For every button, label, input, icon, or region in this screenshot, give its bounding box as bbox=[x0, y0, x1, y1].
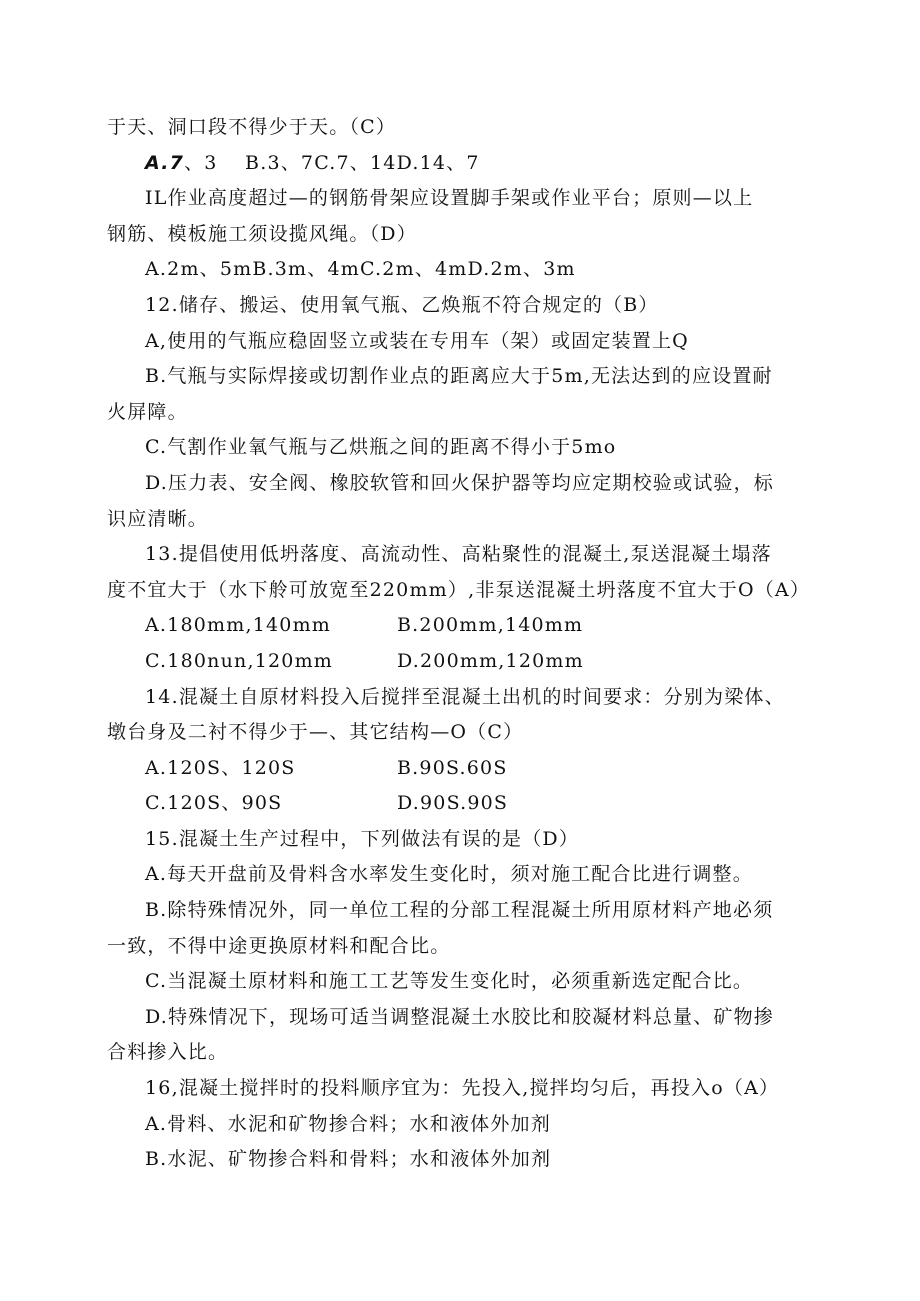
q16-option-a: A.骨料、水泥和矿物掺合料；水和液体外加剂 bbox=[145, 1112, 551, 1135]
q15-option-c: C.当混凝土原材料和施工工艺等发生变化时，必须重新选定配合比。 bbox=[145, 970, 754, 993]
question-11-text-cont: 钢筋、模板施工须设揽风绳。（D） bbox=[107, 222, 417, 245]
question-13-text-cont: 度不宜大于（水下舲可放宽至220mm）,非泵送混凝土坍落度不宜大于O（A） bbox=[107, 578, 811, 601]
q15-option-d-cont: 合料掺入比。 bbox=[107, 1041, 229, 1064]
question-14-text-cont: 墩台身及二衬不得少于—、其它结构—O（C） bbox=[107, 721, 524, 744]
q10-options-line bbox=[107, 146, 824, 182]
q14-option-b: B.90S.60S bbox=[397, 756, 508, 779]
q12-option-c: C.气割作业氧气瓶与乙烘瓶之间的距离不得小于5mo bbox=[145, 436, 617, 459]
q13-option-c: C.180nun,120mm bbox=[145, 649, 334, 672]
q13-options-row-2 bbox=[107, 644, 824, 680]
text-line: 于天、洞口段不得少于天。（C） bbox=[107, 116, 397, 138]
q12-option-d-cont: 识应清晰。 bbox=[107, 507, 209, 530]
question-13-text: 13.提倡使用低坍落度、高流动性、高粘聚性的混凝土,泵送混凝土塌落 bbox=[145, 543, 772, 566]
q10-options-rest: 、3 B.3、7C.7、14D.14、7 bbox=[184, 151, 480, 174]
q12-option-b: B.气瓶与实际焊接或切割作业点的距离应大于5m,无法达到的应设置耐 bbox=[145, 365, 773, 388]
q13-option-d: D.200mm,120mm bbox=[397, 649, 584, 672]
q11-options-line: A.2m、5mB.3m、4mC.2m、4mD.2m、3m bbox=[145, 258, 576, 281]
q15-option-b-cont: 一致，不得中途更换原材料和配合比。 bbox=[107, 934, 451, 957]
q14-options-row-1 bbox=[107, 751, 824, 787]
q14-option-a: A.120S、120S bbox=[145, 756, 296, 779]
question-12-text: 12.储存、搬运、使用氧气瓶、乙焕瓶不符合规定的（B） bbox=[145, 293, 659, 316]
q13-option-a: A.180mm,140mm bbox=[145, 614, 331, 637]
q12-option-b-cont: 火屏障。 bbox=[107, 400, 188, 423]
q12-option-d: D.压力表、安全阀、橡胶软管和回火保护器等均应定期校验或试验，标 bbox=[145, 471, 774, 494]
question-16-text: 16,混凝土搅拌时的投料顺序宜为：先投入,搅拌均匀后，再投入o（A） bbox=[145, 1077, 780, 1100]
q13-option-b: B.200mm,140mm bbox=[397, 614, 584, 637]
q14-option-c: C.120S、90S bbox=[145, 792, 283, 815]
q15-option-d: D.特殊情况下，现场可适当调整混凝土水胶比和胶凝材料总量、矿物掺 bbox=[145, 1005, 774, 1028]
question-11-text: IL作业高度超过—的钢筋骨架应设置脚手架或作业平台；原则—以上 bbox=[145, 187, 754, 210]
q15-option-a: A.每天开盘前及骨料含水率发生变化时，须对施工配合比进行调整。 bbox=[145, 863, 753, 886]
question-14-text: 14.混凝土自原材料投入后搅拌至混凝土出机的时间要求：分别为梁体、 bbox=[145, 685, 785, 708]
q13-options-row-1 bbox=[107, 608, 824, 644]
q14-options-row-2 bbox=[107, 786, 824, 822]
q12-option-a: A,使用的气瓶应稳固竖立或装在专用车（架）或固定装置上Q bbox=[145, 329, 689, 352]
q15-option-b: B.除特殊情况外，同一单位工程的分部工程混凝土所用原材料产地必须 bbox=[145, 899, 774, 922]
question-15-text: 15.混凝土生产过程中，下列做法有误的是（D） bbox=[145, 827, 580, 850]
q16-option-b: B.水泥、矿物掺合料和骨料；水和液体外加剂 bbox=[145, 1148, 552, 1171]
q10-option-a: A.7 bbox=[145, 151, 185, 174]
q14-option-d: D.90S.90S bbox=[397, 792, 509, 815]
